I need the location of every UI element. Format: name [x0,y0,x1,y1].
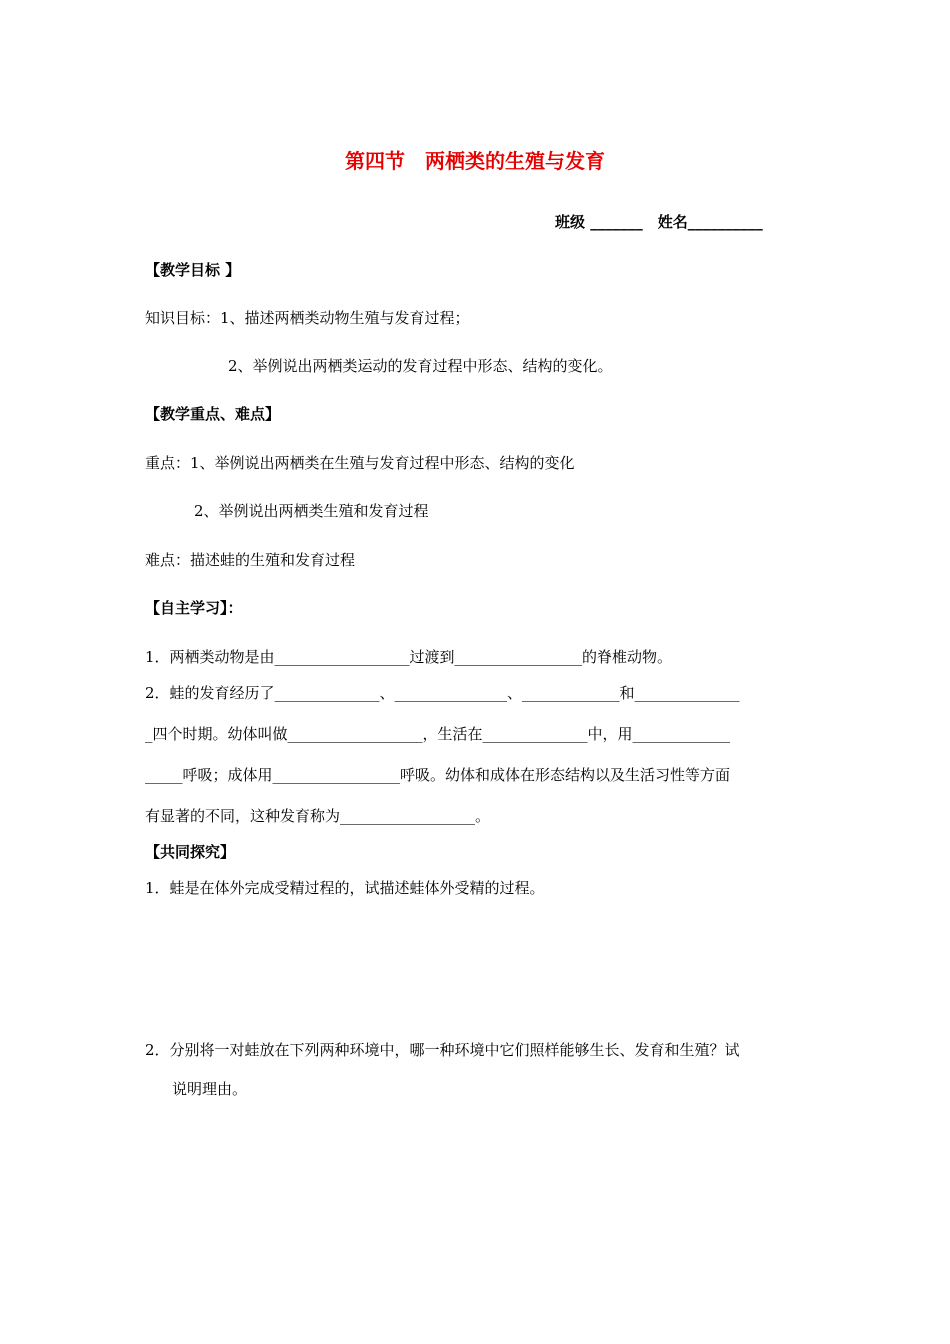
key-point-2: 2、举例说出两栖类生殖和发育过程 [194,502,429,520]
explore-heading: 【共同探究】 [145,843,236,861]
self-study-question-2-line-3: _____呼吸；成体用_________________呼吸。幼体和成体在形态结构以及生活习性等方面 [145,766,731,784]
difficulty-point: 难点：描述蛙的生殖和发育过程 [145,551,356,569]
self-study-question-2-line-1: 2．蛙的发育经历了______________、_______________、_____________和______________ [145,684,740,702]
objectives-heading: 【教学目标 】 [145,261,241,279]
explore-question-2-line-2: 说明理由。 [172,1080,248,1098]
objective-1: 知识目标：1、描述两栖类动物生殖与发育过程； [145,309,470,327]
objective-2: 2、举例说出两栖类运动的发育过程中形态、结构的变化。 [228,357,613,375]
key-point-1: 重点：1、举例说出两栖类在生殖与发育过程中形态、结构的变化 [145,454,575,472]
self-study-heading: 【自主学习】： [145,599,243,617]
self-study-question-1: 1．两栖类动物是由__________________过渡到_________________的脊椎动物。 [145,648,673,666]
explore-question-1: 1．蛙是在体外完成受精过程的，试描述蛙体外受精的过程。 [145,879,545,897]
explore-question-2-line-1: 2．分别将一对蛙放在下列两种环境中，哪一种环境中它们照样能够生长、发育和生殖？试 [145,1041,740,1059]
class-name-fields: 班级 _______ 姓名__________ [555,213,763,231]
self-study-question-2-line-4: 有显著的不同，这种发育称为__________________。 [145,807,491,825]
page-title: 第四节 两栖类的生殖与发育 [345,149,605,173]
self-study-question-2-line-2: _四个时期。幼体叫做__________________，生活在______________中，用_____________ [145,725,731,743]
key-points-heading: 【教学重点、难点】 [145,405,281,423]
